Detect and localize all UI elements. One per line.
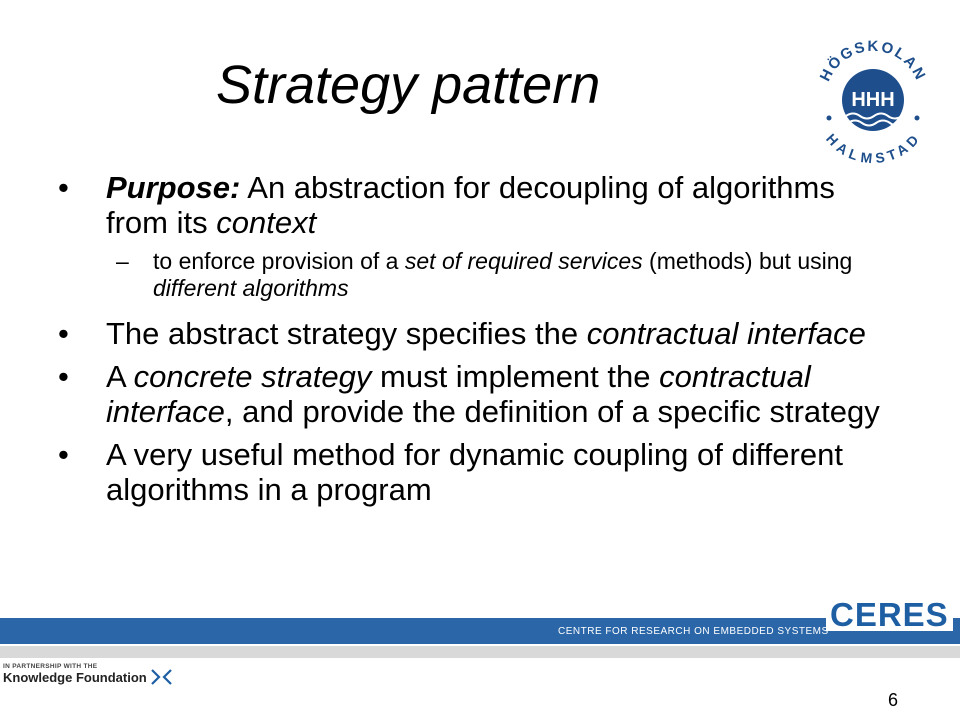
bullet-item	[58, 316, 888, 351]
bullet-item	[58, 359, 888, 429]
svg-text:HALMSTAD: HALMSTAD	[822, 130, 924, 164]
sub-bullet-text-segment: set of required services	[404, 248, 643, 274]
bullet-text-segment: , and provide the definition of a specific strategy	[224, 394, 880, 429]
page-number: 6	[888, 690, 899, 710]
bullet-marker: •	[58, 316, 69, 351]
knowledge-foundation-logo: Knowledge Foundation	[3, 670, 147, 685]
bullet-text-segment: contractual interface	[586, 316, 866, 351]
bullet-text-segment: context	[216, 205, 317, 240]
ceres-logo: CERES	[826, 598, 953, 631]
ceres-tagline: CENTRE FOR RESEARCH ON EMBEDDED SYSTEMS	[558, 626, 829, 637]
bullet-text-segment: Purpose:	[106, 170, 241, 205]
bullet-text-segment: concrete strategy	[133, 359, 372, 394]
chevrons-icon	[150, 668, 174, 686]
bullet-text-segment: must implement the	[371, 359, 660, 394]
bullet-text-segment: contractual interface	[106, 359, 811, 429]
sub-bullet-marker: –	[116, 248, 129, 274]
bullet-marker: •	[58, 170, 69, 205]
bullet-marker: •	[58, 359, 69, 394]
hogskolan-halmstad-logo	[812, 34, 934, 164]
bullet-marker: •	[58, 437, 69, 472]
svg-text:HÖGSKOLAN: HÖGSKOLAN	[816, 37, 930, 85]
svg-text:HHH: HHH	[851, 89, 895, 111]
bullet-item	[58, 170, 888, 240]
bullet-text-segment: A	[106, 359, 134, 394]
sub-bullet-text-segment: (methods) but using	[642, 248, 853, 274]
slide-title: Strategy pattern	[216, 55, 601, 115]
bullet-text-segment: A very useful method for dynamic coupling of different algorithms in a program	[106, 437, 843, 507]
partner-caption: IN PARTNERSHIP WITH THE	[3, 663, 98, 670]
sub-bullet-item	[58, 248, 888, 302]
sub-bullet-text-segment: to enforce provision of a	[153, 248, 405, 274]
bullet-text-segment: An abstraction for decoupling of algorithms from its	[106, 170, 835, 240]
bullet-item	[58, 437, 888, 507]
bullet-text-segment: The abstract strategy specifies the	[106, 316, 587, 351]
footer-bar	[0, 618, 960, 658]
sub-bullet-text-segment: different algorithms	[153, 275, 349, 301]
bullet-list	[58, 170, 888, 515]
